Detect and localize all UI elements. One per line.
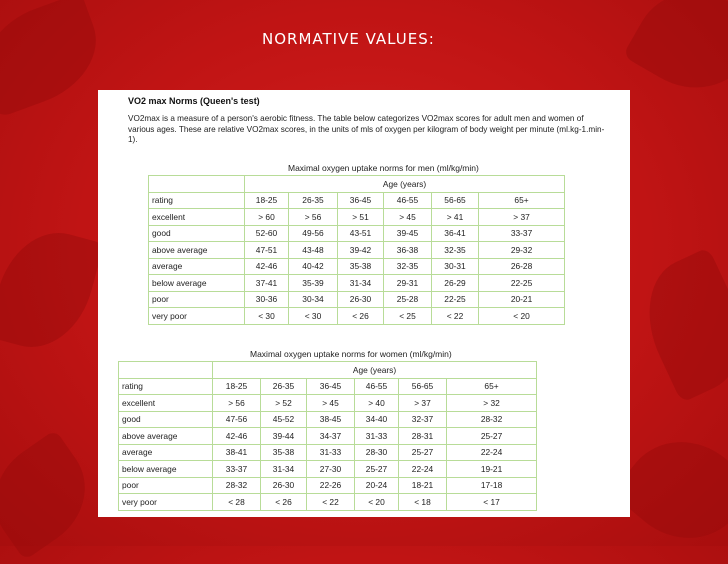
norm-value: < 18 [399,494,447,511]
norm-value: 20-21 [479,291,565,308]
rating-label: excellent [119,395,213,412]
age-header: Age (years) [213,362,537,379]
norm-value: > 52 [261,395,307,412]
norm-value: 36-38 [384,242,432,259]
norm-value: 25-27 [355,461,399,478]
norm-value: < 28 [213,494,261,511]
norm-value: 39-45 [384,225,432,242]
rating-label: below average [149,275,245,292]
norm-value: 45-52 [261,411,307,428]
norm-value: 28-30 [355,444,399,461]
norm-value: < 20 [479,308,565,325]
norm-value: < 26 [338,308,384,325]
rating-label: above average [119,428,213,445]
norm-value: 43-48 [289,242,338,259]
rating-label: very poor [119,494,213,511]
norm-value: 35-38 [338,258,384,275]
table-header-row [119,362,537,379]
rating-label: good [149,225,245,242]
norm-value: 22-24 [399,461,447,478]
age-column-header: 18-25 [213,378,261,395]
rating-label: below average [119,461,213,478]
norm-value: 31-34 [338,275,384,292]
norm-value: 39-42 [338,242,384,259]
table-row [149,242,565,259]
norm-value: 22-25 [479,275,565,292]
age-column-header: 65+ [479,192,565,209]
norm-value: > 56 [289,209,338,226]
table-row [119,428,537,445]
norm-value: > 37 [479,209,565,226]
norm-value: 25-27 [399,444,447,461]
table-row [119,395,537,412]
norm-value: 35-38 [261,444,307,461]
age-column-header: 36-45 [338,192,384,209]
table-header-row [149,176,565,193]
table-row [149,275,565,292]
norm-value: 18-21 [399,477,447,494]
norm-value: 49-56 [289,225,338,242]
norm-value: > 45 [384,209,432,226]
norm-value: 32-37 [399,411,447,428]
norm-value: 28-32 [213,477,261,494]
norm-value: 30-36 [245,291,289,308]
norm-value: 29-32 [479,242,565,259]
rating-column-header: rating [119,378,213,395]
norm-value: 39-44 [261,428,307,445]
table-row [119,461,537,478]
age-column-header: 26-35 [261,378,307,395]
norm-value: 34-37 [307,428,355,445]
table-row [149,225,565,242]
men-norms-table [148,175,565,325]
norm-value: 42-46 [213,428,261,445]
norm-value: 37-41 [245,275,289,292]
slide-title: NORMATIVE VALUES: [262,30,435,48]
norm-value: < 26 [261,494,307,511]
norm-value: > 45 [307,395,355,412]
document-image [98,90,630,517]
table-header-row [119,378,537,395]
norm-value: 25-28 [384,291,432,308]
norm-value: 36-41 [432,225,479,242]
norm-value: 26-30 [338,291,384,308]
norm-value: 26-29 [432,275,479,292]
norm-value: 22-24 [447,444,537,461]
norm-value: < 20 [355,494,399,511]
rating-column-header: rating [149,192,245,209]
norm-value: 32-35 [432,242,479,259]
norm-value: < 25 [384,308,432,325]
norm-value: 17-18 [447,477,537,494]
norm-value: 34-40 [355,411,399,428]
norm-value: 47-51 [245,242,289,259]
norm-value: 20-24 [355,477,399,494]
table-row [149,258,565,275]
leaf-decoration [0,220,104,359]
norm-value: 31-33 [307,444,355,461]
age-column-header: 56-65 [399,378,447,395]
norm-value: > 41 [432,209,479,226]
norm-value: 47-56 [213,411,261,428]
norm-value: < 30 [289,308,338,325]
norm-value: 33-37 [479,225,565,242]
norm-value: > 40 [355,395,399,412]
norm-value: > 37 [399,395,447,412]
rating-label: average [119,444,213,461]
norm-value: 27-30 [307,461,355,478]
leaf-decoration [0,429,107,560]
age-column-header: 56-65 [432,192,479,209]
norm-value: 38-45 [307,411,355,428]
age-column-header: 26-35 [289,192,338,209]
age-column-header: 36-45 [307,378,355,395]
rating-label: average [149,258,245,275]
rating-label: poor [119,477,213,494]
document-description: VO2max is a measure of a person's aerobic fitness. The table below categorizes VO2max scores for adult men and women of various ages. These are relative VO2max scores, in the units of mls of oxygen per kilogram of body weight per minute (ml.kg-1.min-1). [128,114,605,144]
norm-value: > 32 [447,395,537,412]
leaf-decoration [627,247,728,403]
document-title: VO2 max Norms (Queen's test) [128,96,260,106]
women-norms-table [118,361,537,511]
table-cell [149,176,245,193]
norm-value: > 51 [338,209,384,226]
age-column-header: 46-55 [355,378,399,395]
rating-label: very poor [149,308,245,325]
rating-label: good [119,411,213,428]
norm-value: 38-41 [213,444,261,461]
norm-value: < 22 [307,494,355,511]
table-row [149,308,565,325]
norm-value: 29-31 [384,275,432,292]
norm-value: 22-25 [432,291,479,308]
norm-value: 30-31 [432,258,479,275]
norm-value: 31-33 [355,428,399,445]
norm-value: < 30 [245,308,289,325]
table-row [119,477,537,494]
table-row [119,494,537,511]
norm-value: 32-35 [384,258,432,275]
norm-value: > 60 [245,209,289,226]
norm-value: 31-34 [261,461,307,478]
norm-value: > 56 [213,395,261,412]
leaf-decoration [0,0,112,118]
women-table-caption: Maximal oxygen uptake norms for women (ml/kg/min) [250,349,452,359]
table-cell [119,362,213,379]
age-header: Age (years) [245,176,565,193]
men-table-caption: Maximal oxygen uptake norms for men (ml/kg/min) [288,163,479,173]
norm-value: 43-51 [338,225,384,242]
norm-value: 22-26 [307,477,355,494]
leaf-decoration [622,0,728,111]
norm-value: 28-32 [447,411,537,428]
age-column-header: 18-25 [245,192,289,209]
table-row [119,411,537,428]
age-column-header: 65+ [447,378,537,395]
norm-value: 25-27 [447,428,537,445]
norm-value: 42-46 [245,258,289,275]
norm-value: 26-28 [479,258,565,275]
table-row [149,209,565,226]
table-row [149,291,565,308]
norm-value: 52-60 [245,225,289,242]
rating-label: excellent [149,209,245,226]
norm-value: 28-31 [399,428,447,445]
norm-value: 33-37 [213,461,261,478]
norm-value: 40-42 [289,258,338,275]
table-header-row [149,192,565,209]
table-row [119,444,537,461]
norm-value: 35-39 [289,275,338,292]
rating-label: poor [149,291,245,308]
norm-value: < 17 [447,494,537,511]
norm-value: 26-30 [261,477,307,494]
norm-value: 30-34 [289,291,338,308]
rating-label: above average [149,242,245,259]
norm-value: < 22 [432,308,479,325]
norm-value: 19-21 [447,461,537,478]
age-column-header: 46-55 [384,192,432,209]
